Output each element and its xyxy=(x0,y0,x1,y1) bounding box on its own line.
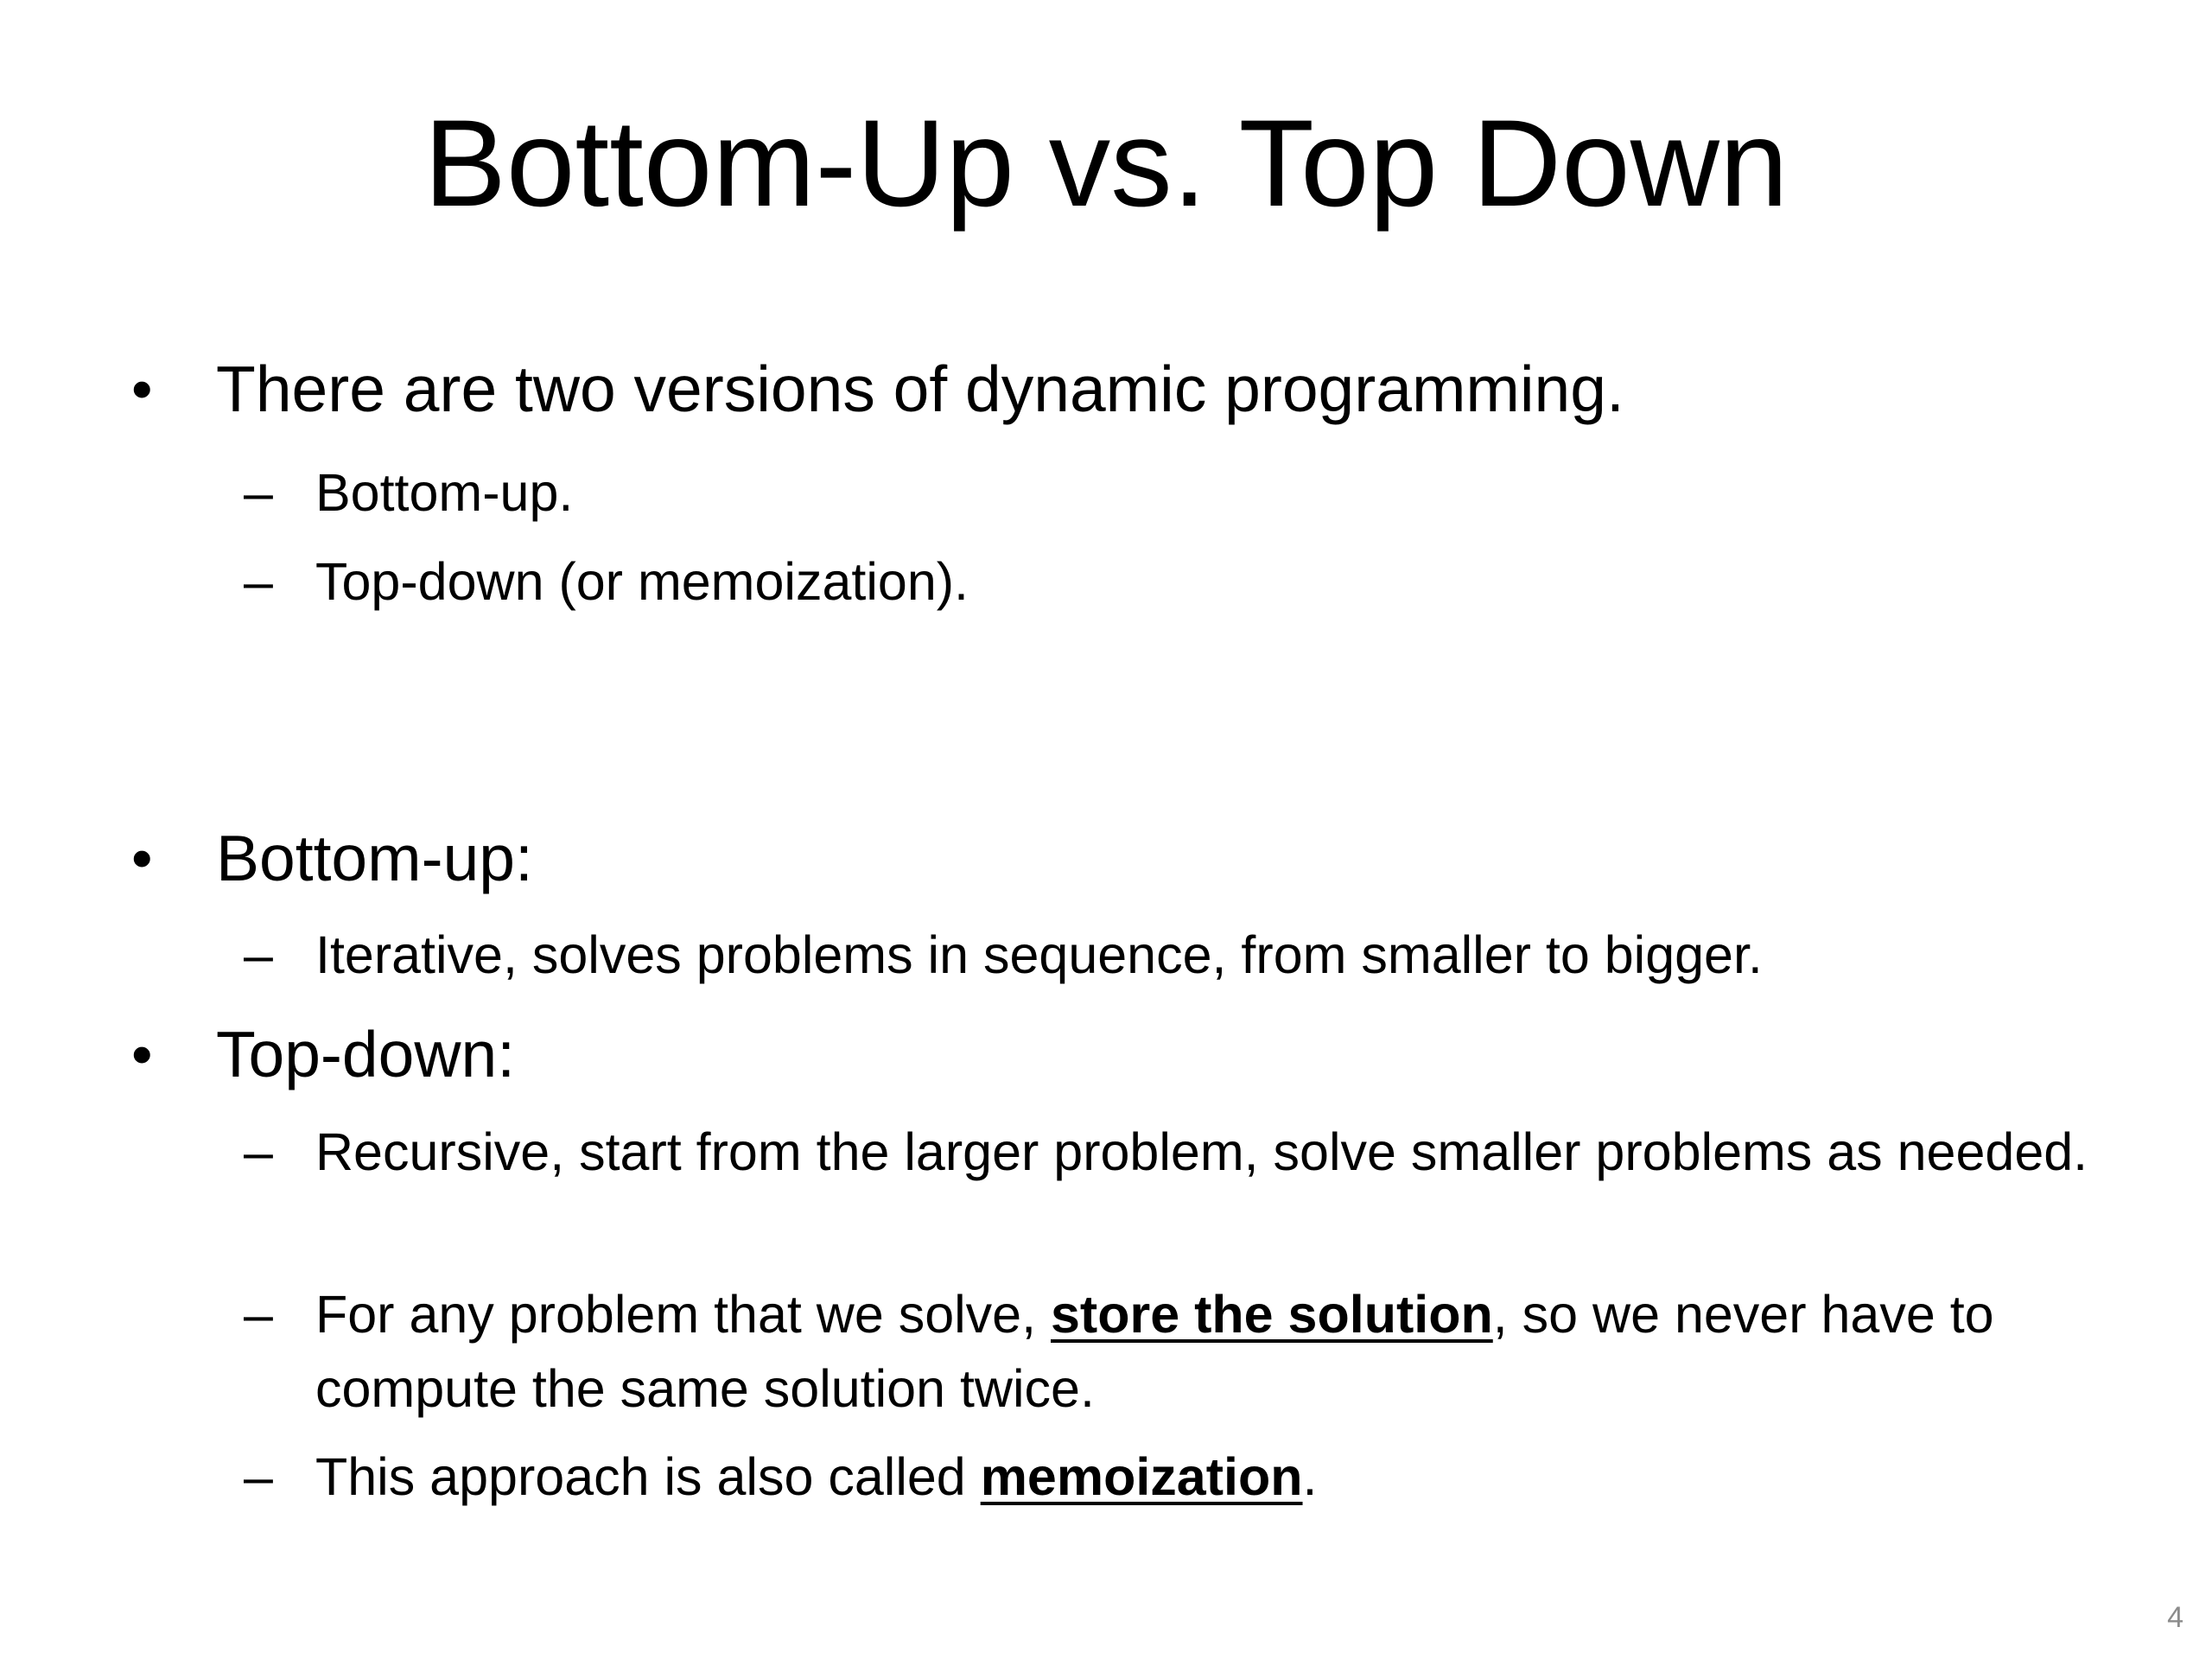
sub-marker: – xyxy=(244,463,273,522)
bullet-marker: • xyxy=(131,355,153,423)
sub-marker: – xyxy=(244,1285,273,1344)
sub-item-text-before: This approach is also called xyxy=(315,1447,981,1506)
bullet-text: Top-down: xyxy=(216,1018,516,1090)
bullet-top-down xyxy=(131,1015,516,1093)
sub-marker: – xyxy=(244,1122,273,1181)
page-number: 4 xyxy=(2167,1601,2183,1634)
emphasis-store-the-solution: store the solution xyxy=(1051,1285,1493,1344)
sub-item-store-solution xyxy=(244,1277,2130,1426)
sub-item-top-down xyxy=(244,544,2130,619)
sub-item-text-after: , so we never have to compute the same solution twice. xyxy=(315,1285,1994,1418)
sub-item-text: Iterative, solves problems in sequence, from smaller to bigger. xyxy=(315,925,1763,984)
sub-item-text-after: . xyxy=(1302,1447,1318,1506)
sub-item-text: Top-down (or memoization). xyxy=(315,552,969,611)
sub-marker: – xyxy=(244,1447,273,1506)
bullet-dp-versions xyxy=(131,350,1624,428)
sub-item-bottom-up xyxy=(244,455,2130,530)
sub-item-text-before: For any problem that we solve, xyxy=(315,1285,1051,1344)
bullet-text: There are two versions of dynamic programming. xyxy=(216,353,1624,425)
bullet-text: Bottom-up: xyxy=(216,822,533,894)
emphasis-memoization: memoization xyxy=(980,1447,1303,1506)
sub-marker: – xyxy=(244,925,273,984)
bullet-marker: • xyxy=(131,1020,153,1088)
sub-item-text: Bottom-up. xyxy=(315,463,574,522)
bullet-bottom-up xyxy=(131,819,533,897)
sub-item-recursive xyxy=(244,1115,2130,1189)
bullet-marker: • xyxy=(131,824,153,892)
sub-item-iterative xyxy=(244,918,2130,992)
slide-title: Bottom-Up vs. Top Down xyxy=(423,95,1789,232)
sub-item-memoization xyxy=(244,1440,2130,1514)
sub-marker: – xyxy=(244,552,273,611)
sub-item-text: Recursive, start from the larger problem, solve smaller problems as needed. xyxy=(315,1122,2088,1181)
